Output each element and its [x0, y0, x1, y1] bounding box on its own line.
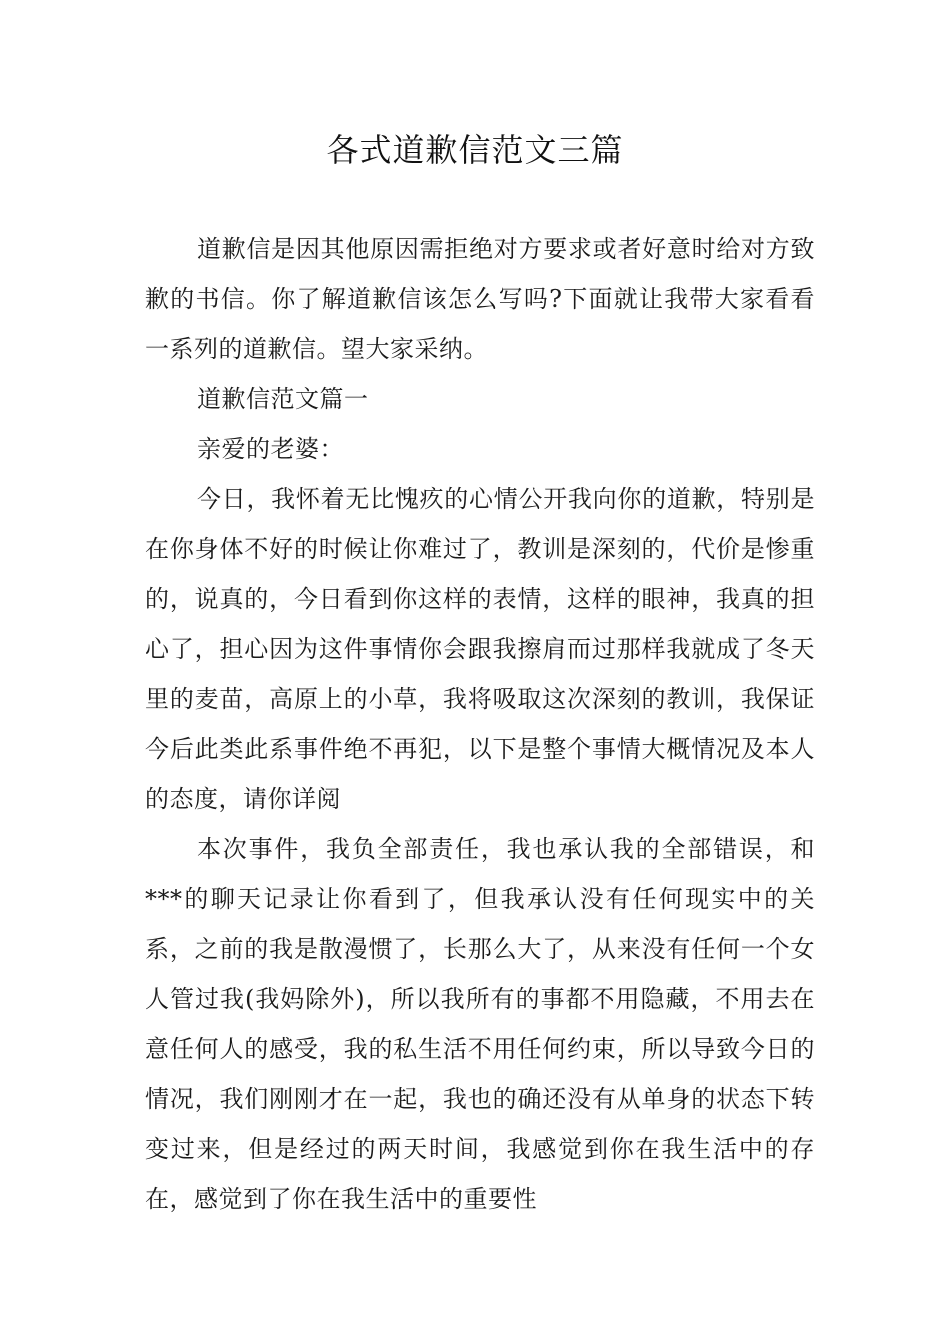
section-heading: 道歉信范文篇一: [197, 385, 369, 413]
document-body: [145, 224, 815, 1224]
intro-paragraph: 道歉信是因其他原因需拒绝对方要求或者好意时给对方致歉的书信。你了解道歉信该怎么写吗?下面就让我带大家看看一系列的道歉信。望大家采纳。: [145, 235, 815, 363]
body-paragraph: 今日，我怀着无比愧疚的心情公开我向你的道歉，特别是在你身体不好的时候让你难过了，教训是深刻的，代价是惨重的，说真的，今日看到你这样的表情，这样的眼神，我真的担心了，担心因为这件事情你会跟我擦肩而过那样我就成了冬天里的麦苗，高原上的小草，我将吸取这次深刻的教训，我保证今后此类此系事件绝不再犯，以下是整个事情大概情况及本人的态度，请你详阅: [145, 485, 815, 813]
document-title: 各式道歉信范文三篇: [326, 131, 624, 169]
salutation: 亲爱的老婆：: [197, 435, 344, 463]
body-paragraph: 本次事件，我负全部责任，我也承认我的全部错误，和***的聊天记录让你看到了，但我承认没有任何现实中的关系，之前的我是散漫惯了，长那么大了，从来没有任何一个女人管过我(我妈除外)，所以我所有的事都不用隐藏，不用去在意任何人的感受，我的私生活不用任何约束，所以导致今日的情况，我们刚刚才在一起，我也的确还没有从单身的状态下转变过来，但是经过的两天时间，我感觉到你在我生活中的存在，感觉到了你在我生活中的重要性: [145, 835, 815, 1213]
